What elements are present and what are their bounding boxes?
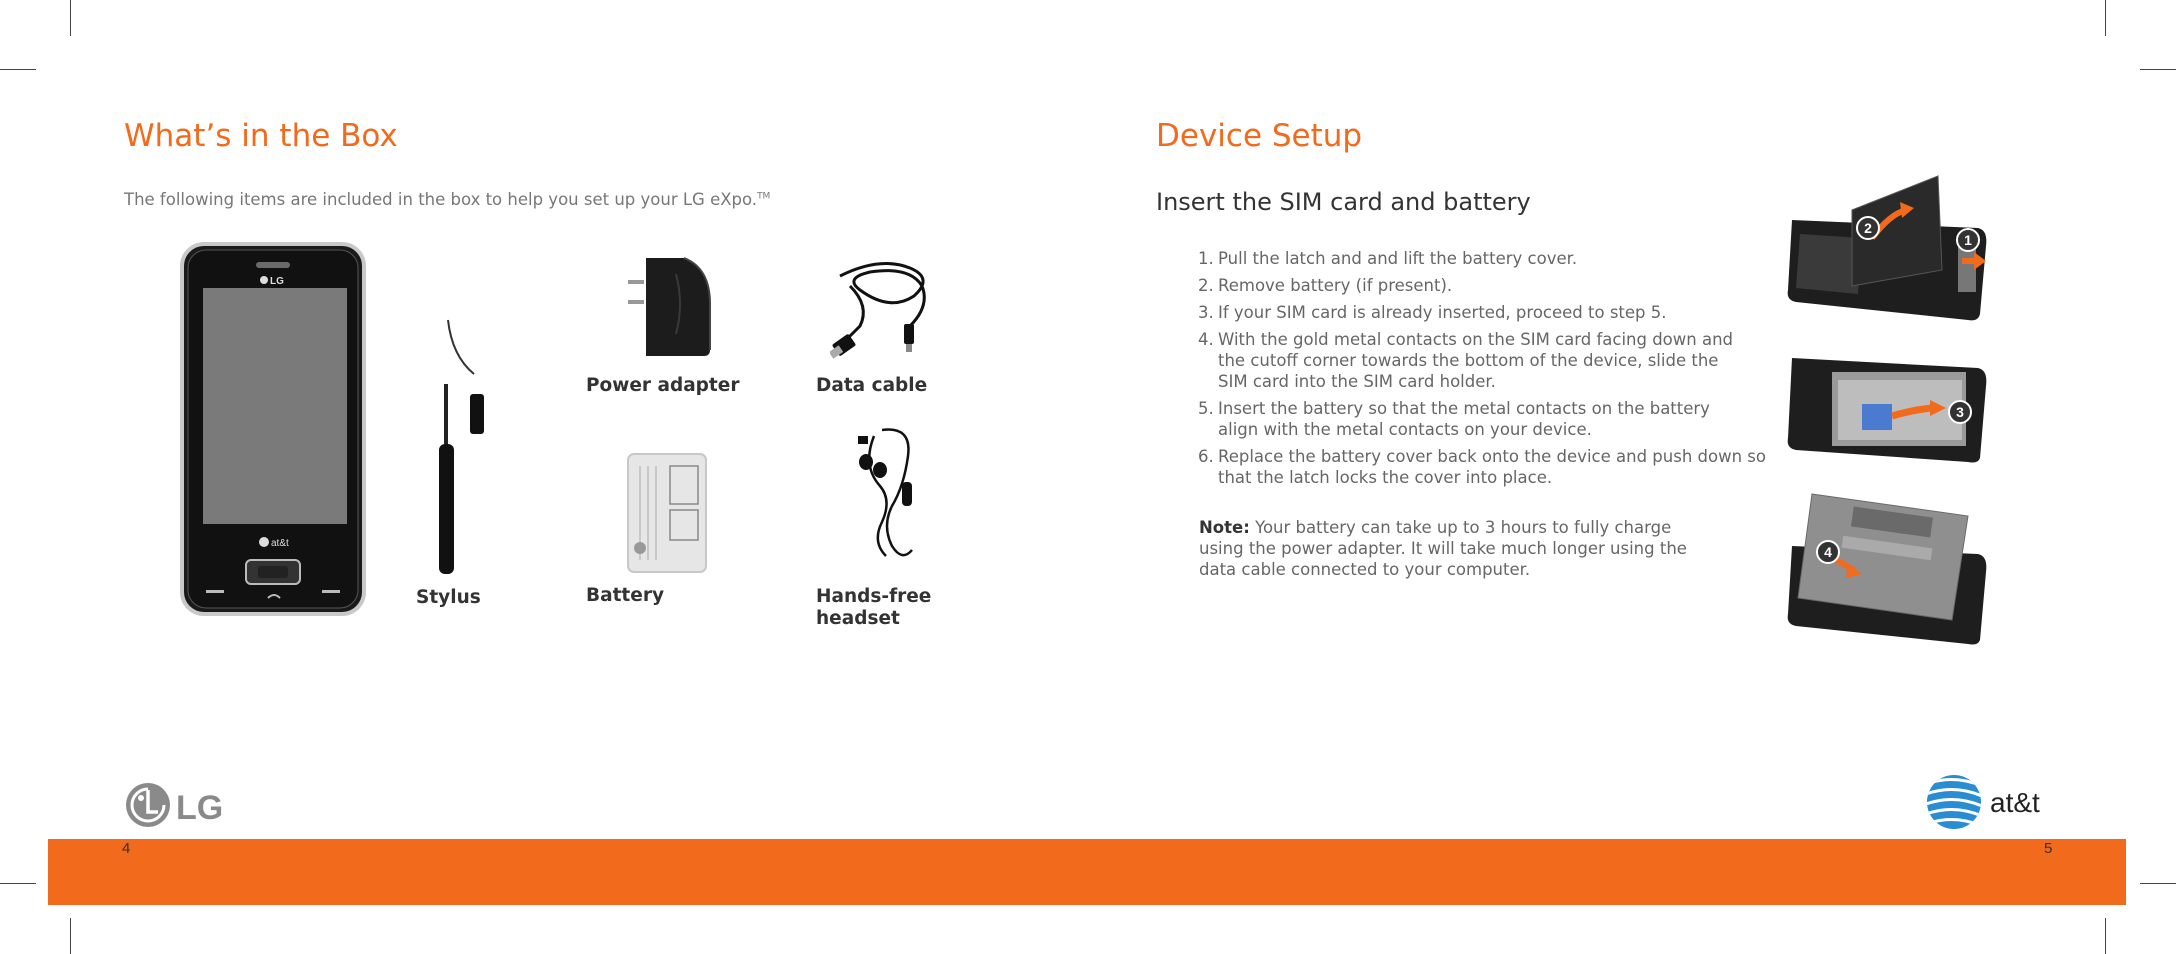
lg-logo-text: LG — [176, 789, 224, 827]
setup-photo-remove-cover — [1782, 174, 1988, 324]
page-title-device-setup: Device Setup — [1156, 118, 1363, 154]
setup-step: 4. With the gold metal contacts on the SIM card facing down and the cutoff corner towards the bottom of the device, slide the SIM card into the SIM card holder. — [1198, 330, 1734, 391]
setup-photo-insert-battery — [1782, 492, 1988, 648]
crop-mark — [2140, 69, 2176, 70]
setup-photo-insert-sim — [1782, 354, 1988, 466]
phone-image — [180, 242, 366, 616]
battery-image — [626, 452, 708, 574]
crop-mark — [0, 69, 36, 70]
caption-data-cable: Data cable — [816, 375, 928, 396]
caption-power-adapter: Power adapter — [586, 375, 740, 396]
power-adapter-image — [626, 254, 712, 358]
lg-logo — [124, 780, 230, 830]
att-logo-text: at&t — [1990, 787, 2040, 818]
crop-mark — [0, 883, 36, 884]
photo-badge: 4 — [1824, 544, 1832, 560]
phone-carrier-text: at&t — [271, 538, 289, 549]
page-number-left: 4 — [122, 840, 131, 857]
setup-step: 5. Insert the battery so that the metal contacts on the battery align with the metal contacts on your device. — [1198, 399, 1710, 439]
page-number-right: 5 — [2044, 840, 2053, 857]
battery-note: Note: Your battery can take up to 3 hours to fully charge using the power adapter. It will take much longer using the data cable connected to your computer. — [1199, 518, 1687, 579]
crop-mark — [2105, 0, 2106, 36]
photo-badge: 1 — [1964, 232, 1972, 248]
caption-battery: Battery — [586, 585, 665, 606]
section-heading-sim-battery: Insert the SIM card and battery — [1156, 188, 1531, 216]
att-logo — [1926, 772, 2056, 832]
phone-brand-text: LG — [270, 276, 284, 287]
crop-mark — [70, 0, 71, 36]
setup-step: 2. Remove battery (if present). — [1198, 276, 1453, 295]
photo-badge: 2 — [1864, 220, 1872, 236]
data-cable-image — [830, 256, 940, 366]
setup-steps-list — [1198, 248, 1768, 494]
stylus-image — [430, 316, 500, 578]
caption-headset: Hands-free headset — [816, 586, 932, 629]
setup-step: 1. Pull the latch and and lift the battery cover. — [1198, 249, 1578, 268]
headset-image — [852, 426, 932, 566]
setup-step: 6. Replace the battery cover back onto the device and push down so that the latch locks the cover into place. — [1198, 447, 1766, 487]
intro-text: The following items are included in the box to help you set up your LG eXpo.™ — [124, 190, 771, 209]
photo-badge: 3 — [1956, 404, 1964, 420]
crop-mark — [70, 918, 71, 954]
footer-bar — [48, 839, 2126, 905]
crop-mark — [2140, 883, 2176, 884]
crop-mark — [2105, 918, 2106, 954]
page-title-whats-in-box: What’s in the Box — [124, 118, 398, 154]
setup-step: 3. If your SIM card is already inserted, proceed to step 5. — [1198, 303, 1667, 322]
caption-stylus: Stylus — [416, 587, 481, 608]
